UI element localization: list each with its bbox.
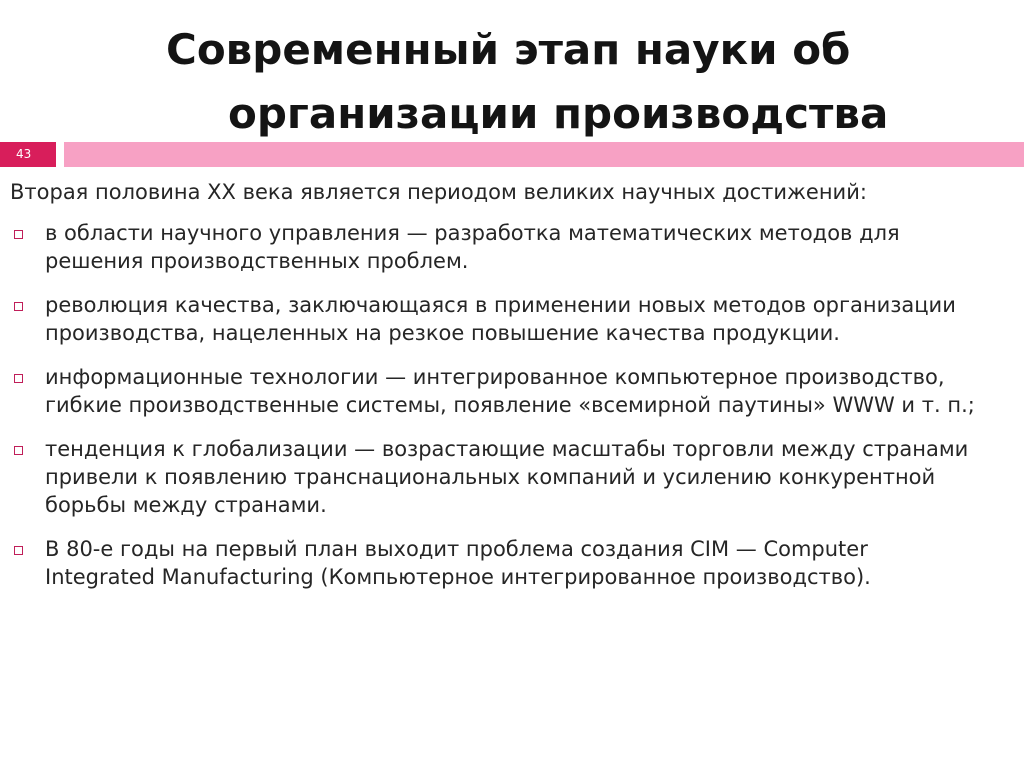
slide-number-badge: 43 xyxy=(0,142,56,167)
bullet-list xyxy=(0,219,1024,607)
list-item xyxy=(0,435,1024,519)
list-item xyxy=(0,291,1024,347)
slide-title-line-1: Современный этап науки об xyxy=(166,25,851,74)
square-bullet-icon xyxy=(14,302,23,311)
list-item-text: информационные технологии — интегрированное компьютерное производство, гибкие производственные системы, появление «всемирной паутины» WWW и т. п.; xyxy=(45,365,975,417)
list-item-text: В 80-е годы на первый план выходит проблема создания CIM — Computer Integrated Manufacturing (Компьютерное интегрированное производство). xyxy=(45,537,871,589)
intro-text: Вторая половина XX века является периодом великих научных достижений: xyxy=(10,180,867,204)
slide-title-line-2: организации производства xyxy=(228,89,889,138)
square-bullet-icon xyxy=(14,374,23,383)
square-bullet-icon xyxy=(14,546,23,555)
list-item-text: революция качества, заключающаяся в применении новых методов организации производства, нацеленных на резкое повышение качества продукции. xyxy=(45,293,956,345)
list-item-text: в области научного управления — разработка математических методов для решения производственных проблем. xyxy=(45,221,900,273)
list-item xyxy=(0,219,1024,275)
slide-title xyxy=(0,18,1024,146)
list-item xyxy=(0,535,1024,591)
decorative-header-bar xyxy=(64,142,1024,167)
list-item xyxy=(0,363,1024,419)
square-bullet-icon xyxy=(14,230,23,239)
list-item-text: тенденция к глобализации — возрастающие масштабы торговли между странами привели к появлению транснациональных компаний и усилению конкурентной борьбы между странами. xyxy=(45,437,969,517)
square-bullet-icon xyxy=(14,446,23,455)
